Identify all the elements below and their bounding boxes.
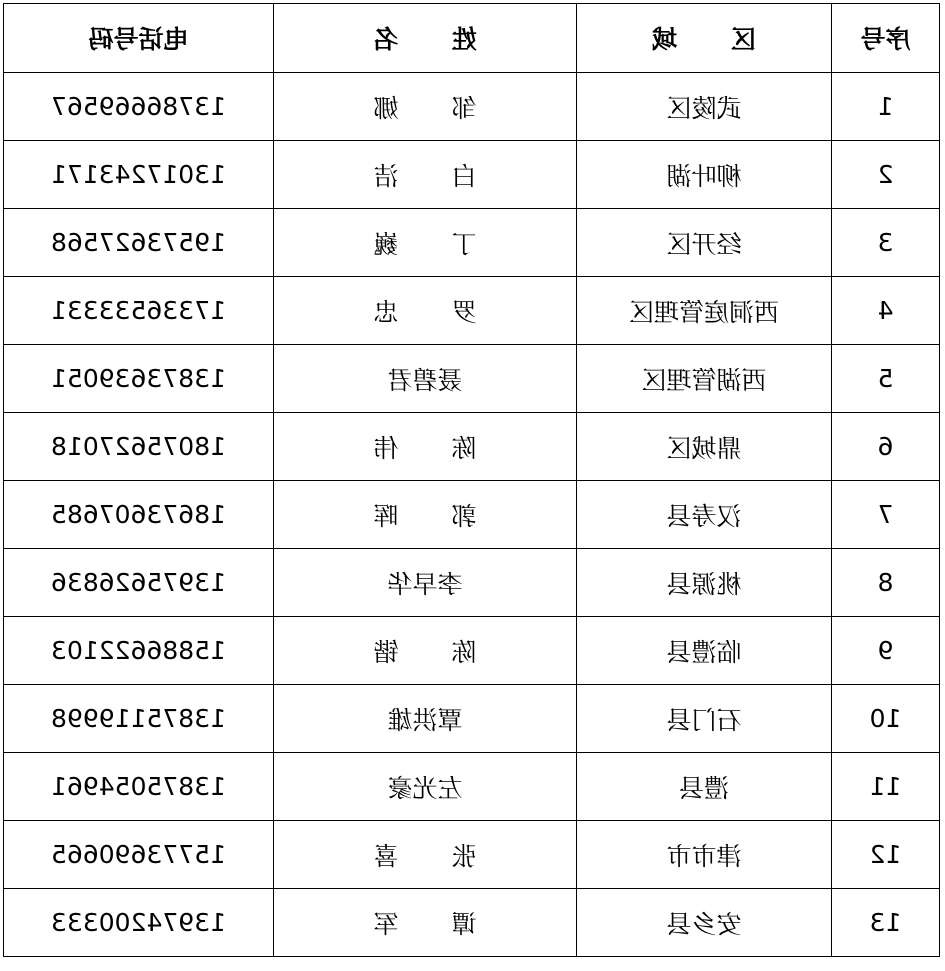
table-row [4, 821, 940, 889]
name-cell [274, 277, 577, 345]
header-area [577, 4, 832, 73]
seq-cell: 6 [832, 413, 940, 481]
name-text: 陈 锴 [351, 637, 477, 667]
name-cell [274, 73, 577, 141]
name-cell: 李早华 [274, 549, 577, 617]
phone-cell: 13786669567 [4, 73, 274, 141]
header-area-label: 区 域 [629, 25, 756, 54]
header-seq: 序号 [832, 4, 940, 73]
name-text: 白 洁 [351, 161, 477, 191]
name-text: 罗 忠 [351, 297, 477, 327]
name-cell [274, 617, 577, 685]
name-cell: 覃洪雄 [274, 685, 577, 753]
area-cell: 汉寿县 [577, 481, 832, 549]
area-cell: 桃源县 [577, 549, 832, 617]
table-row [4, 209, 940, 277]
name-cell [274, 821, 577, 889]
area-cell: 澧县 [577, 753, 832, 821]
header-name-label: 姓 名 [350, 25, 477, 54]
phone-cell: 18075627018 [4, 413, 274, 481]
table-row [4, 277, 940, 345]
seq-cell: 5 [832, 345, 940, 413]
phone-cell: 18673607685 [4, 481, 274, 549]
phone-cell: 19573627568 [4, 209, 274, 277]
contact-table [3, 3, 940, 957]
phone-cell: 13875054961 [4, 753, 274, 821]
name-cell [274, 141, 577, 209]
name-cell [274, 413, 577, 481]
table-row [4, 549, 940, 617]
name-cell [274, 889, 577, 957]
name-cell [274, 481, 577, 549]
header-name [274, 4, 577, 73]
seq-cell: 1 [832, 73, 940, 141]
name-text: 郭 晖 [351, 501, 477, 531]
name-cell: 聂碧君 [274, 345, 577, 413]
name-cell [274, 209, 577, 277]
area-cell: 柳叶湖 [577, 141, 832, 209]
name-text: 邹 娜 [351, 93, 477, 123]
table-row [4, 889, 940, 957]
table-row [4, 73, 940, 141]
name-text: 谭 军 [351, 909, 477, 939]
table-row [4, 345, 940, 413]
table-row [4, 481, 940, 549]
table-row [4, 141, 940, 209]
table-row [4, 413, 940, 481]
seq-cell: 9 [832, 617, 940, 685]
phone-cell: 13017243171 [4, 141, 274, 209]
table-row [4, 753, 940, 821]
name-text: 丁 巍 [351, 229, 477, 259]
area-cell: 西洞庭管理区 [577, 277, 832, 345]
seq-cell: 4 [832, 277, 940, 345]
seq-cell: 12 [832, 821, 940, 889]
name-cell: 左光豪 [274, 753, 577, 821]
seq-cell: 13 [832, 889, 940, 957]
phone-cell: 15886622103 [4, 617, 274, 685]
seq-cell: 10 [832, 685, 940, 753]
area-cell: 临澧县 [577, 617, 832, 685]
area-cell: 鼎城区 [577, 413, 832, 481]
area-cell: 西湖管理区 [577, 345, 832, 413]
area-cell: 经开区 [577, 209, 832, 277]
area-cell: 石门县 [577, 685, 832, 753]
table-row [4, 617, 940, 685]
phone-cell: 13975626836 [4, 549, 274, 617]
phone-cell: 17336533331 [4, 277, 274, 345]
seq-cell: 3 [832, 209, 940, 277]
name-text: 张 喜 [351, 841, 477, 871]
phone-cell: 13974200333 [4, 889, 274, 957]
phone-cell: 15773690665 [4, 821, 274, 889]
table-row [4, 685, 940, 753]
area-cell: 武陵区 [577, 73, 832, 141]
phone-cell: 13875119998 [4, 685, 274, 753]
phone-cell: 13873639051 [4, 345, 274, 413]
header-phone: 电话号码 [4, 4, 274, 73]
seq-cell: 2 [832, 141, 940, 209]
area-cell: 津市市 [577, 821, 832, 889]
seq-cell: 7 [832, 481, 940, 549]
name-text: 陈 伟 [351, 433, 477, 463]
seq-cell: 8 [832, 549, 940, 617]
seq-cell: 11 [832, 753, 940, 821]
header-row [4, 4, 940, 73]
area-cell: 安乡县 [577, 889, 832, 957]
